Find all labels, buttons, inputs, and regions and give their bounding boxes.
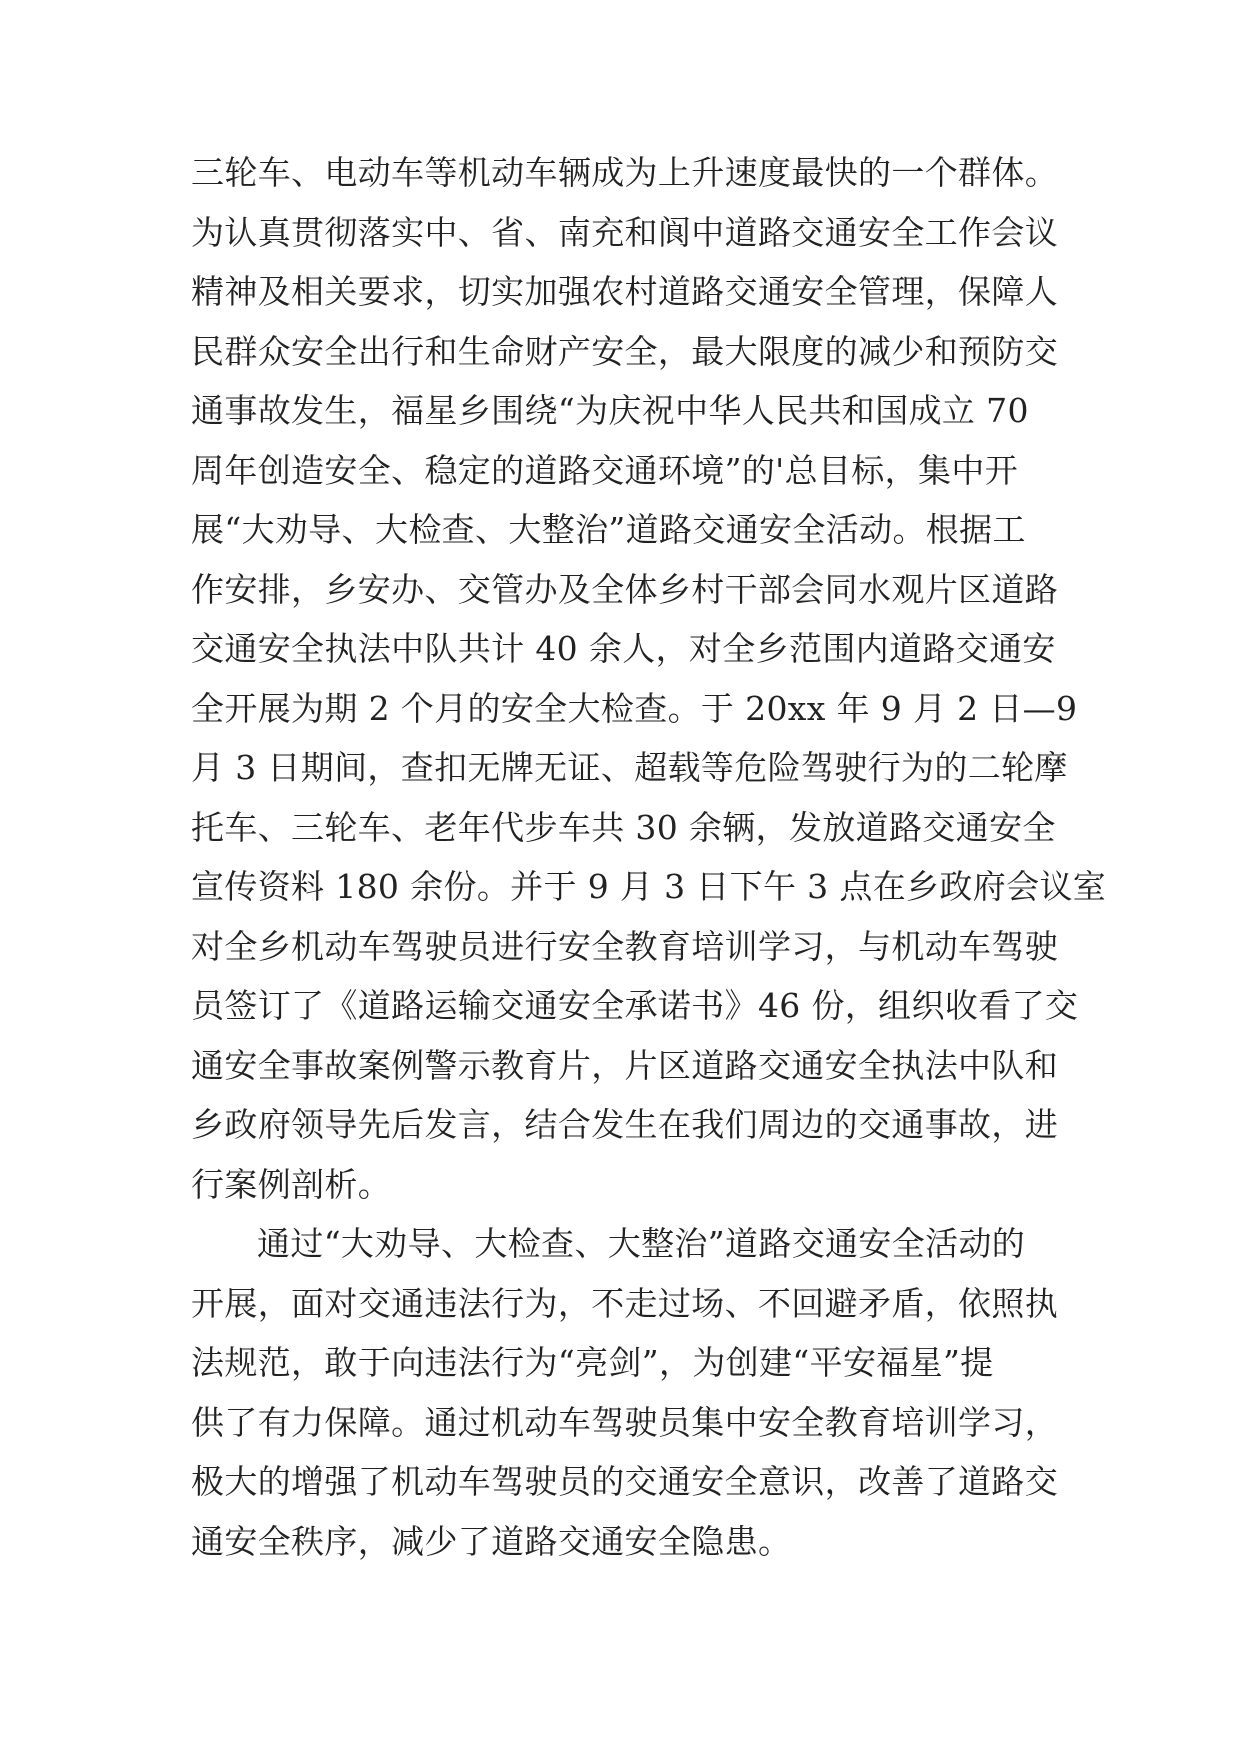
paragraph-line: 展“大劝导、大检查、大整治”道路交通安全活动。根据工 bbox=[191, 510, 1026, 549]
paragraph-line: 三轮车、电动车等机动车辆成为上升速度最快的一个群体。 bbox=[191, 153, 1059, 192]
paragraph-line: 交通安全执法中队共计 40 余人，对全乡范围内道路交通安 bbox=[191, 629, 1056, 668]
paragraph-line: 为认真贯彻落实中、省、南充和阆中道路交通安全工作会议 bbox=[191, 212, 1059, 252]
paragraph-line: 乡政府领导先后发言，结合发生在我们周边的交通事故，进 bbox=[191, 1105, 1059, 1144]
paragraph-2 bbox=[191, 1223, 1059, 1580]
paragraph-line: 作安排，乡安办、交管办及全体乡村干部会同水观片区道路 bbox=[191, 569, 1059, 609]
paragraph-line: 通安全秩序，减少了道路交通安全隐患。 bbox=[191, 1521, 792, 1561]
paragraph-line: 开展，面对交通违法行为，不走过场、不回避矛盾，依照执 bbox=[191, 1283, 1059, 1323]
paragraph-1 bbox=[191, 152, 1107, 1223]
paragraph-line: 周年创造安全、稳定的道路交通环境”的'总目标，集中开 bbox=[191, 450, 1019, 490]
paragraph-line: 行案例剖析。 bbox=[191, 1164, 392, 1204]
paragraph-line: 员签订了《道路运输交通安全承诺书》46 份，组织收看了交 bbox=[191, 986, 1079, 1025]
document-body bbox=[191, 152, 1107, 1580]
paragraph-line: 供了有力保障。通过机动车驾驶员集中安全教育培训学习， bbox=[191, 1402, 1059, 1442]
paragraph-line: 全开展为期 2 个月的安全大检查。于 20xx 年 9 月 2 日—9 bbox=[191, 688, 1078, 728]
paragraph-line: 民群众安全出行和生命财产安全，最大限度的减少和预防交 bbox=[191, 331, 1059, 371]
paragraph-line: 精神及相关要求，切实加强农村道路交通安全管理，保障人 bbox=[191, 272, 1059, 311]
paragraph-line: 通事故发生，福星乡围绕“为庆祝中华人民共和国成立 70 bbox=[191, 391, 1029, 430]
paragraph-line: 法规范，敢于向违法行为“亮剑”，为创建“平安福星”提 bbox=[191, 1343, 994, 1382]
paragraph-line: 托车、三轮车、老年代步车共 30 余辆，发放道路交通安全 bbox=[191, 807, 1056, 847]
paragraph-line: 通过“大劝导、大检查、大整治”道路交通安全活动的 bbox=[257, 1224, 1026, 1263]
paragraph-line: 宣传资料 180 余份。并于 9 月 3 日下午 3 点在乡政府会议室 bbox=[191, 867, 1107, 906]
paragraph-line: 极大的增强了机动车驾驶员的交通安全意识，改善了道路交 bbox=[191, 1462, 1059, 1501]
paragraph-line: 通安全事故案例警示教育片，片区道路交通安全执法中队和 bbox=[191, 1045, 1059, 1085]
paragraph-line: 月 3 日期间，查扣无牌无证、超载等危险驾驶行为的二轮摩 bbox=[191, 748, 1068, 787]
paragraph-line: 对全乡机动车驾驶员进行安全教育培训学习，与机动车驾驶 bbox=[191, 926, 1059, 966]
